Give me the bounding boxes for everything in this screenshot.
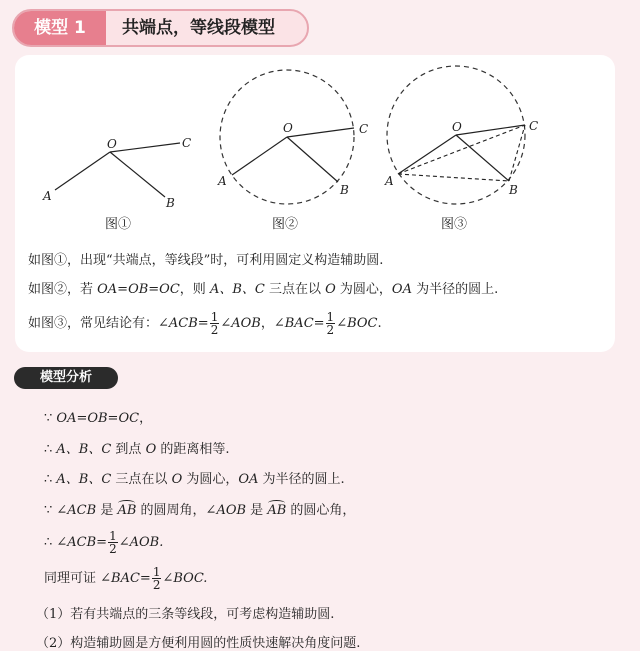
figure-3-caption: 图③ (441, 217, 468, 232)
fig2-label-c: C (359, 122, 369, 136)
text-segment: 是 (96, 503, 118, 518)
fraction-numerator: 1 (210, 310, 219, 324)
fig2-label-o: O (283, 121, 293, 135)
text-segment: 如图③，常见结论有： (28, 316, 159, 331)
text-segment: 的圆周角， (136, 503, 206, 518)
analysis-section-tag: 模型分析 (14, 367, 118, 389)
text-segment: 三点在以 (111, 472, 172, 487)
fraction-denominator: 2 (326, 323, 335, 337)
model-title-banner (12, 9, 309, 47)
text-segment: 为半径的圆上. (411, 282, 499, 297)
points: A、B、C (56, 442, 112, 457)
equation: OA=OB=OC (97, 282, 180, 297)
angle-aob: ∠AOB (220, 316, 261, 331)
text-segment: 三点在以 (264, 282, 326, 297)
text-segment: 是 (246, 503, 268, 518)
arc-ab: AB (267, 503, 287, 518)
analysis-line-5 (44, 530, 163, 555)
fraction-denominator: 2 (109, 542, 117, 556)
analysis-point-2: （2）构造辅助圆是方便利用圆的性质快速解决角度问题. (36, 636, 361, 651)
angle-aob: ∠AOB. (118, 535, 164, 550)
text-segment: ， (260, 316, 274, 331)
angle-aob: ∠AOB (205, 503, 247, 518)
fig1-label-o: O (107, 137, 117, 151)
fig2-label-a: A (218, 174, 227, 188)
text-segment: 到点 (111, 442, 146, 457)
text-segment: 的距离相等. (156, 442, 230, 457)
fraction-denominator: 2 (152, 578, 161, 592)
text-segment: ，则 (179, 282, 210, 297)
card-line-2 (28, 278, 498, 297)
text-segment: . (377, 316, 382, 331)
fig1-label-c: C (182, 136, 192, 150)
figure-1-caption: 图① (105, 217, 132, 232)
text-segment: 如图②，若 (28, 282, 98, 297)
segment-oa: OA (391, 282, 412, 297)
text-segment: 同理可证 (44, 571, 101, 586)
fraction-numerator: 1 (109, 529, 117, 543)
fraction-half (210, 311, 220, 336)
text-segment: ， (139, 411, 153, 426)
segment-oa: OA (238, 472, 259, 487)
model-number-label: 模型 1 (14, 11, 106, 45)
point-o: O (325, 282, 336, 297)
angle-acb: ∠ACB= (158, 316, 209, 331)
therefore-symbol: ∴ (44, 442, 57, 457)
because-symbol: ∵ (44, 411, 57, 426)
therefore-symbol: ∴ (44, 535, 57, 550)
angle-bac: ∠BAC= (100, 571, 151, 586)
angle-acb: ∠ACB= (56, 535, 108, 550)
card-line-3 (28, 311, 382, 336)
analysis-line-3 (44, 468, 345, 487)
angle-boc: ∠BOC. (162, 571, 208, 586)
fig3-label-c: C (529, 119, 539, 133)
text-segment: 为圆心， (182, 472, 239, 487)
fig3-label-a: A (385, 174, 394, 188)
fig3-label-b: B (509, 183, 518, 197)
analysis-line-2 (44, 438, 230, 457)
points: A、B、C (56, 472, 112, 487)
fig1-label-a: A (43, 189, 52, 203)
analysis-line-1 (44, 407, 152, 426)
analysis-line-4 (44, 499, 355, 518)
arc-ab: AB (117, 503, 137, 518)
point-o: O (145, 442, 157, 457)
therefore-symbol: ∴ (44, 472, 57, 487)
figures-svg (15, 55, 615, 352)
fig2-label-b: B (340, 183, 349, 197)
analysis-line-6 (44, 566, 207, 591)
fraction-half (108, 530, 118, 555)
fraction-half (152, 566, 162, 591)
points: A、B、C (209, 282, 265, 297)
card-line-1: 如图①，出现“共端点，等线段”时，可利用圆定义构造辅助圆. (28, 253, 384, 268)
fraction-denominator: 2 (210, 323, 219, 337)
fraction-numerator: 1 (152, 565, 161, 579)
angle-boc: ∠BOC (336, 316, 378, 331)
angle-acb: ∠ACB (56, 503, 97, 518)
figure-2 (217, 70, 368, 204)
fig3-label-o: O (452, 120, 462, 134)
angle-bac: ∠BAC= (273, 316, 325, 331)
text-segment: 为圆心， (335, 282, 392, 297)
point-o: O (171, 472, 183, 487)
text-segment: 为半径的圆上. (258, 472, 345, 487)
figure-2-caption: 图② (272, 217, 299, 232)
figure-3 (384, 66, 538, 204)
figure-1 (42, 136, 191, 210)
fraction-numerator: 1 (326, 310, 335, 324)
fig1-label-b: B (166, 196, 175, 210)
fraction-half (326, 311, 336, 336)
equation: OA=OB=OC (56, 411, 140, 426)
analysis-point-1: （1）若有共端点的三条等线段，可考虑构造辅助圆. (36, 607, 335, 622)
model-title: 共端点，等线段模型 (122, 18, 275, 38)
because-symbol: ∵ (44, 503, 57, 518)
text-segment: 的圆心角， (286, 503, 356, 518)
figure-card (15, 55, 615, 352)
